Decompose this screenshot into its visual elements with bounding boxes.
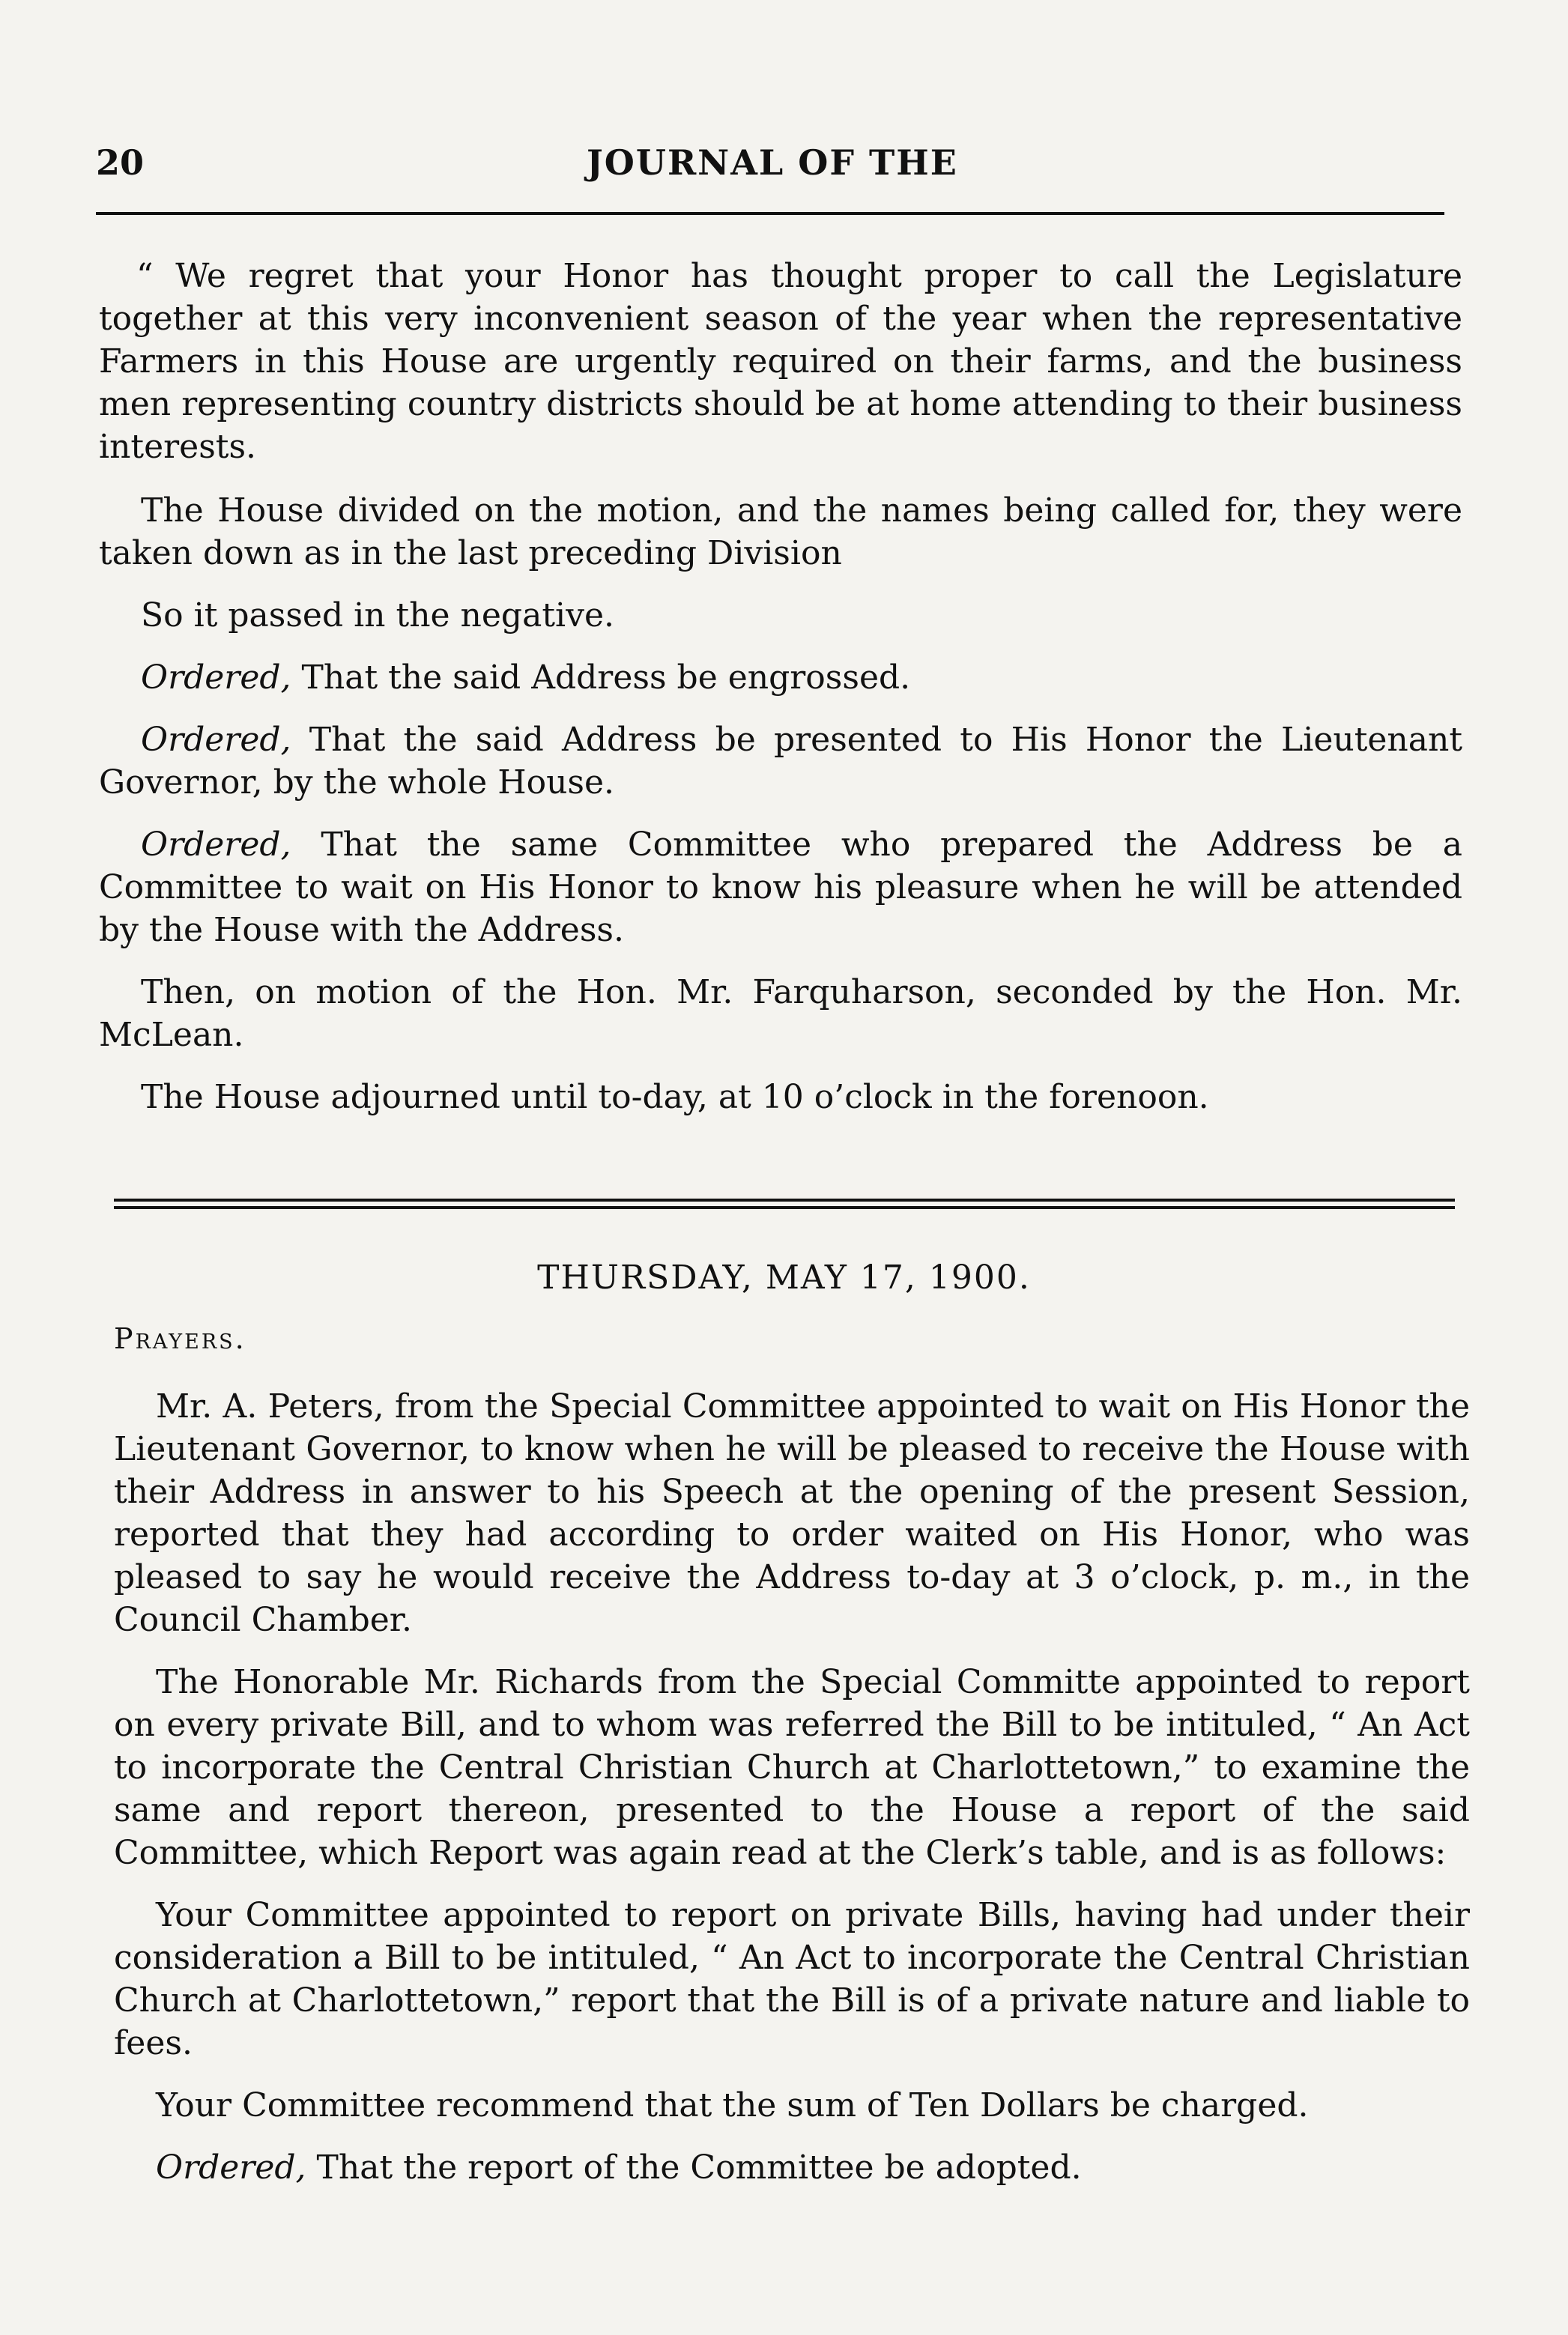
header-rule xyxy=(96,212,1444,215)
division-paragraph: The House divided on the motion, and the names being called for, they were taken down as in the last preceding Division xyxy=(99,491,1462,572)
ordered-label: Ordered, xyxy=(156,2148,306,2187)
ordered-text: That the said Address be engrossed. xyxy=(291,658,911,697)
order-presented xyxy=(99,718,1462,804)
section-divider xyxy=(114,1199,1455,1211)
ordered-text: That the same Committee who prepared the Address be a Committee to wait on His Honor to know his pleasure when he will be attended by the House with the Address. xyxy=(99,826,1462,949)
negative-paragraph: So it passed in the negative. xyxy=(141,596,614,635)
order-engrossed xyxy=(99,656,1462,699)
committee-report: Your Committee appointed to report on private Bills, having had under their consideration a Bill to be intituled, “ An Act to incorporate the Central Christian Church at Charlottetown,” report that the Bill is of a private nature and liable to fees. xyxy=(114,1896,1470,2062)
ordered-label: Ordered, xyxy=(141,826,291,864)
peters-paragraph: Mr. A. Peters, from the Special Committee appointed to wait on His Honor the Lieutenant Governor, to know when he will be pleased to receive the House with their Address in answer to his Speech at the opening of the present Session, reported that they had according to order waited on His Honor, who was pleased to say he would receive the Address to-day at 3 o’clock, p. m., in the Council Chamber. xyxy=(114,1387,1470,1639)
recommend-paragraph: Your Committee recommend that the sum of Ten Dollars be charged. xyxy=(156,2086,1309,2124)
divider-line xyxy=(114,1206,1455,1209)
order-committee xyxy=(99,823,1462,951)
ordered-text: That the report of the Committee be adopted. xyxy=(306,2148,1082,2187)
ordered-label: Ordered, xyxy=(141,658,291,697)
prayers-heading: Prayers. xyxy=(114,1322,246,1355)
ordered-text: That the said Address be presented to His Honor the Lieutenant Governor, by the whole House. xyxy=(99,721,1462,802)
address-quote: “ We regret that your Honor has thought proper to call the Legislature together at this very inconvenient season of the year when the representative Farmers in this House are urgently required on their farms, and the business men representing country districts should be at home attending to their business interests. xyxy=(99,257,1462,466)
day-heading: THURSDAY, MAY 17, 1900. xyxy=(537,1259,1031,1297)
richards-paragraph: The Honorable Mr. Richards from the Special Committe appointed to report on every private Bill, and to whom was referred the Bill to be intituled, “ An Act to incorporate the Central Christian Church at Charlottetown,” to examine the same and report thereon, presented to the House a report of the said Committee, which Report was again read at the Clerk’s table, and is as follows: xyxy=(114,1663,1470,1872)
section-thursday xyxy=(114,1322,1470,2208)
section-wednesday xyxy=(99,255,1462,1138)
motion-paragraph: Then, on motion of the Hon. Mr. Farquharson, seconded by the Hon. Mr. McLean. xyxy=(99,973,1462,1054)
adjourn-paragraph: The House adjourned until to-day, at 10 o’clock in the forenoon. xyxy=(141,1078,1209,1116)
page-number: 20 xyxy=(96,142,145,183)
ordered-label: Ordered, xyxy=(141,721,291,759)
running-title: JOURNAL OF THE xyxy=(587,142,958,183)
page-header xyxy=(96,142,1444,195)
divider-line xyxy=(114,1199,1455,1202)
order-adopted xyxy=(114,2146,1470,2189)
